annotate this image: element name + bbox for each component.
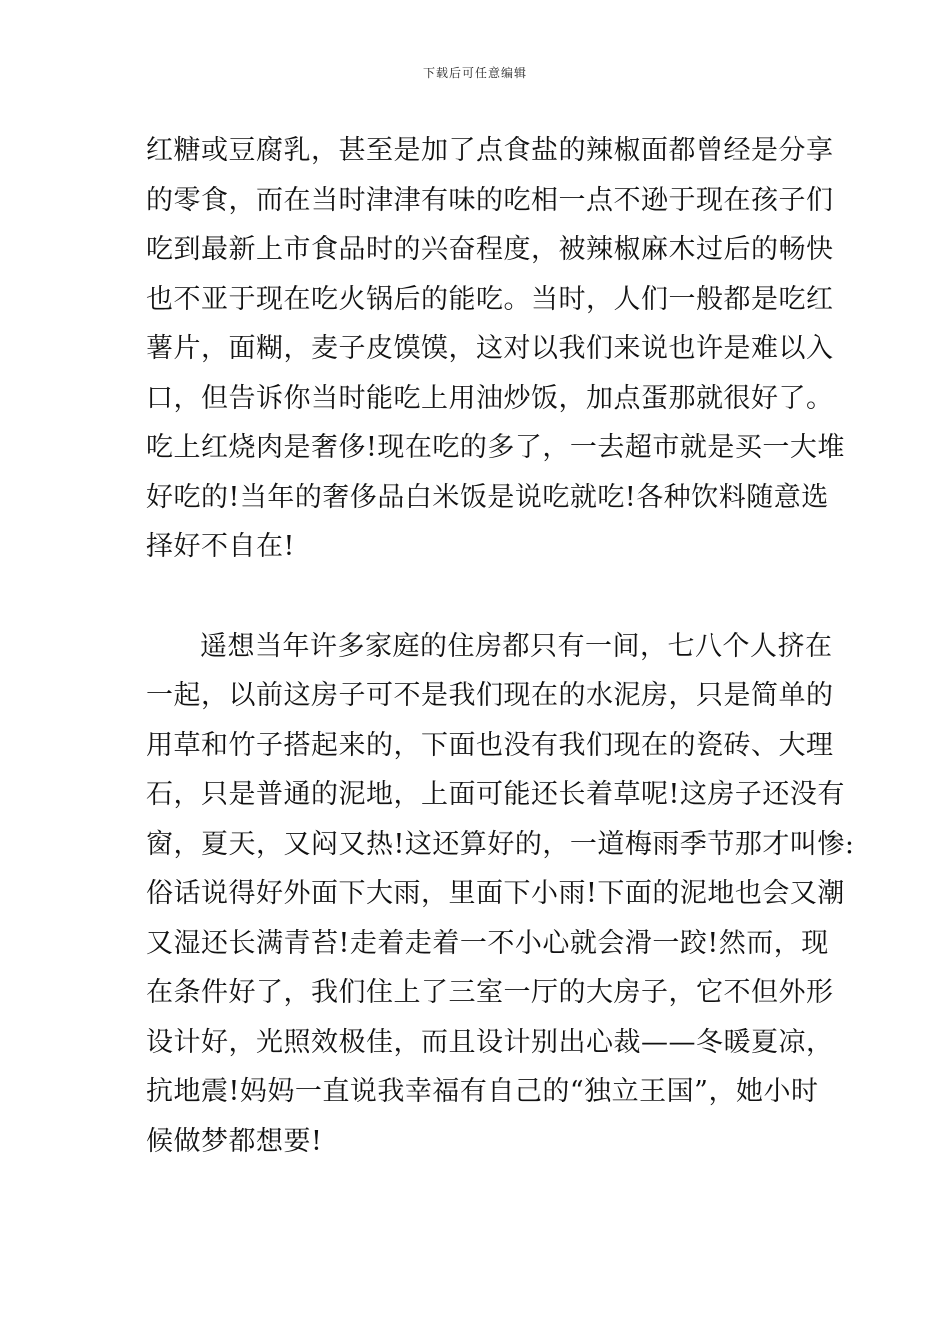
text-line: 用草和竹子搭起来的，下面也没有我们现在的瓷砖、大理 — [146, 729, 834, 761]
text-line: 薯片，面糊，麦子皮馍馍，这对以我们来说也许是难以入 — [146, 333, 834, 364]
text-line: 也不亚于现在吃火锅后的能吃。当时，人们一般都是吃红 — [146, 283, 834, 315]
text-line: 一起，以前这房子可不是我们现在的水泥房，只是简单的 — [146, 680, 834, 711]
text-line: 口，但告诉你当时能吃上用油炒饭，加点蛋那就很好了。 — [146, 382, 834, 414]
text-line: 候做梦都想要! — [146, 1125, 323, 1157]
text-line: 择好不自在! — [146, 531, 295, 562]
text-line: 遥想当年许多家庭的住房都只有一间，七八个人挤在 — [200, 630, 833, 662]
text-line: 好吃的!当年的奢侈品白米饭是说吃就吃!各种饮料随意选 — [146, 481, 829, 513]
page-header-note: 下载后可任意编辑 — [422, 66, 527, 80]
text-line: 设计好，光照效极佳，而且设计别出心裁——冬暖夏凉， — [146, 1026, 834, 1058]
text-line: 又湿还长满青苔!走着走着一不小心就会滑一跤!然而，现 — [146, 927, 829, 959]
text-line: 的零食，而在当时津津有味的吃相一点不逊于现在孩子们 — [146, 184, 834, 216]
text-line: 窗，夏天，又闷又热!这还算好的，一道梅雨季节那才叫惨: — [146, 828, 855, 860]
text-line: 吃上红烧肉是奢侈!现在吃的多了，一去超市就是买一大堆 — [146, 432, 845, 463]
document-body — [146, 126, 855, 1166]
text-line: 抗地震!妈妈一直说我幸福有自己的“独立王国”，她小时 — [146, 1076, 819, 1107]
paragraph-1 — [146, 126, 845, 572]
paragraph-spacer — [146, 572, 816, 622]
text-line: 俗话说得好外面下大雨，里面下小雨!下面的泥地也会又潮 — [146, 878, 845, 909]
text-line: 红糖或豆腐乳，甚至是加了点食盐的辣椒面都曾经是分享 — [146, 135, 834, 166]
text-line: 在条件好了，我们住上了三室一厅的大房子，它不但外形 — [146, 977, 834, 1008]
text-line: 石，只是普通的泥地，上面可能还长着草呢!这房子还没有 — [146, 779, 845, 810]
paragraph-2 — [146, 622, 855, 1167]
text-line: 吃到最新上市食品时的兴奋程度，被辣椒麻木过后的畅快 — [146, 234, 834, 265]
